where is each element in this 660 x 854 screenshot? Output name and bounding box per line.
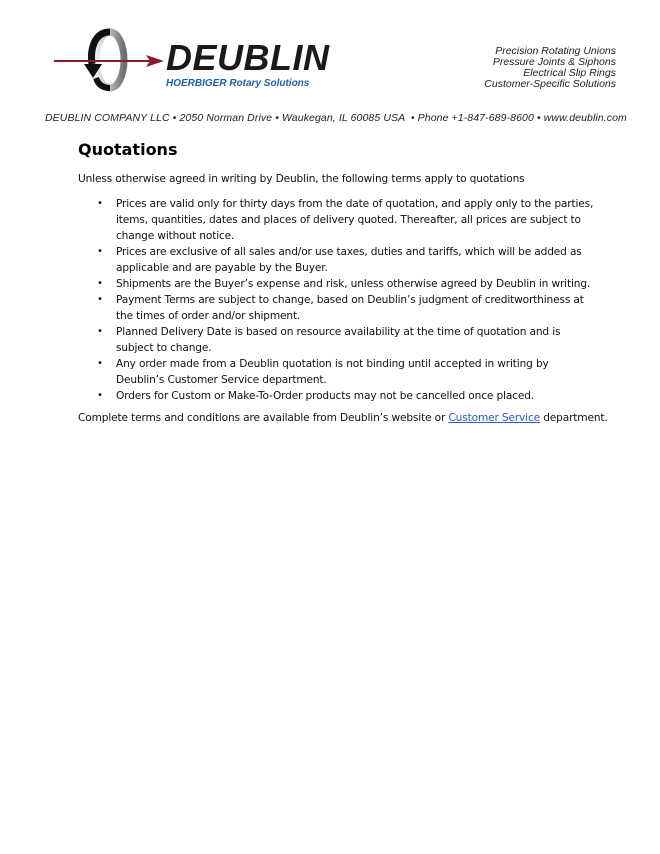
tagline: Customer-Specific Solutions [484,78,616,90]
bullet-icon: • [97,246,103,257]
list-item [78,244,598,276]
bullet-icon: • [97,198,103,209]
term-text: Prices are valid only for thirty days from the date of quotation, and apply only to the parties, items, quantities, dates and places of delivery quoted. Thereafter, all prices are subject to change without notice. [116,198,594,242]
company-address-line: DEUBLIN COMPANY LLC • 2050 Norman Drive • Waukegan, IL 60085 USA • Phone +1-847-689-8600 • www.deublin.com [45,112,627,124]
document-body [78,140,608,426]
customer-service-link[interactable]: Customer Service [448,412,541,424]
list-item [78,388,598,404]
intro-paragraph: Unless otherwise agreed in writing by Deublin, the following terms apply to quotations [78,173,525,185]
logo-subtitle: HOERBIGER Rotary Solutions [166,78,310,89]
bullet-icon: • [97,390,103,401]
term-text: Any order made from a Deublin quotation is not binding until accepted in writing by Deublin’s Customer Service department. [116,358,549,386]
deublin-logo [48,28,328,98]
closing-text: Complete terms and conditions are available from Deublin’s website or [78,412,449,424]
page-title: Quotations [78,140,178,159]
terms-list [78,196,598,404]
term-text: Payment Terms are subject to change, based on Deublin’s judgment of creditworthiness at the times of order and/or shipment. [116,294,584,322]
product-taglines [484,46,616,90]
list-item [78,196,598,244]
term-text: Shipments are the Buyer’s expense and risk, unless otherwise agreed by Deublin in writing. [116,278,591,290]
rotation-arrow-icon [48,28,166,98]
tagline: Electrical Slip Rings [523,67,616,79]
bullet-icon: • [97,326,103,337]
bullet-icon: • [97,278,103,289]
list-item [78,356,598,388]
bullet-icon: • [97,358,103,369]
term-text: Planned Delivery Date is based on resource availability at the time of quotation and is subject to change. [116,326,561,354]
list-item [78,292,598,324]
list-item [78,324,598,356]
term-text: Orders for Custom or Make-To-Order products may not be cancelled once placed. [116,390,535,402]
bullet-icon: • [97,294,103,305]
closing-paragraph [78,410,608,426]
list-item [78,276,598,292]
logo-wordmark: DEUBLIN [166,37,330,78]
tagline: Pressure Joints & Siphons [492,56,616,68]
closing-text-end: department. [540,412,608,424]
term-text: Prices are exclusive of all sales and/or use taxes, duties and tariffs, which will be added as applicable and are payable by the Buyer. [116,246,582,274]
tagline: Precision Rotating Unions [495,45,616,57]
